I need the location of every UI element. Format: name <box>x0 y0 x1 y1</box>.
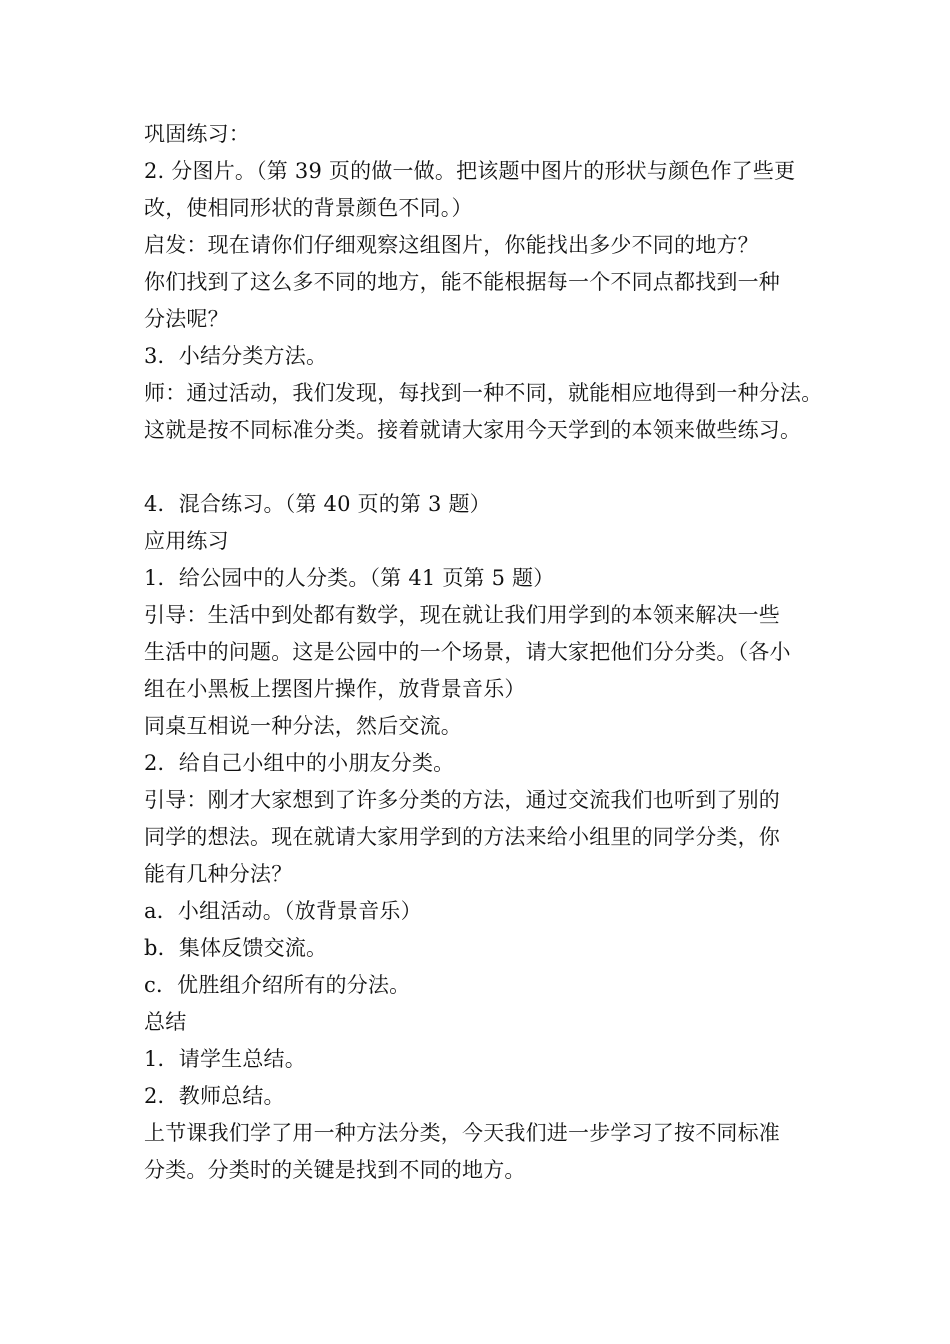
text-line: 2．教师总结。 <box>144 1084 285 1108</box>
document-body <box>144 116 834 1189</box>
text-line: 1．请学生总结。 <box>144 1047 306 1071</box>
text-line: 师：通过活动，我们发现，每找到一种不同，就能相应地得到一种分法。 <box>144 381 823 405</box>
text-line: c．优胜组介绍所有的分法。 <box>144 973 411 997</box>
text-line: 这就是按不同标准分类。接着就请大家用今天学到的本领来做些练习。 <box>144 418 802 442</box>
text-line: 3．小结分类方法。 <box>144 344 328 368</box>
text-line: 同学的想法。现在就请大家用学到的方法来给小组里的同学分类，你 <box>144 825 780 849</box>
text-line: 2．给自己小组中的小朋友分类。 <box>144 751 455 775</box>
text-line: 同桌互相说一种分法，然后交流。 <box>144 714 462 738</box>
text-line: 改，使相同形状的背景颜色不同。） <box>144 196 473 220</box>
text-line: 1．给公园中的人分类。（第 41 页第 5 题） <box>144 566 555 590</box>
section-heading: 应用练习 <box>144 529 229 553</box>
text-line: 引导：生活中到处都有数学，现在就让我们用学到的本领来解决一些 <box>144 603 780 627</box>
text-line: 4．混合练习。（第 40 页的第 3 题） <box>144 492 491 516</box>
text-line: 巩固练习： <box>144 122 250 146</box>
text-line: 2. 分图片。（第 39 页的做一做。把该题中图片的形状与颜色作了些更 <box>144 159 796 183</box>
text-line: 能有几种分法？ <box>144 862 293 886</box>
text-line: 组在小黑板上摆图片操作，放背景音乐） <box>144 677 526 701</box>
text-line: 生活中的问题。这是公园中的一个场景，请大家把他们分分类。（各小 <box>144 640 791 664</box>
text-line: 分法呢？ <box>144 307 229 331</box>
text-line: 你们找到了这么多不同的地方，能不能根据每一个不同点都找到一种 <box>144 270 780 294</box>
section-heading: 总结 <box>144 1010 187 1034</box>
text-line: a．小组活动。（放背景音乐） <box>144 899 422 923</box>
text-line: 上节课我们学了用一种方法分类，今天我们进一步学习了按不同标准 <box>144 1121 780 1145</box>
blank-line <box>144 449 834 486</box>
text-line: 启发：现在请你们仔细观察这组图片，你能找出多少不同的地方？ <box>144 233 759 257</box>
text-line: 引导：刚才大家想到了许多分类的方法，通过交流我们也听到了别的 <box>144 788 780 812</box>
text-line: b．集体反馈交流。 <box>144 936 328 960</box>
text-line: 分类。分类时的关键是找到不同的地方。 <box>144 1158 526 1182</box>
